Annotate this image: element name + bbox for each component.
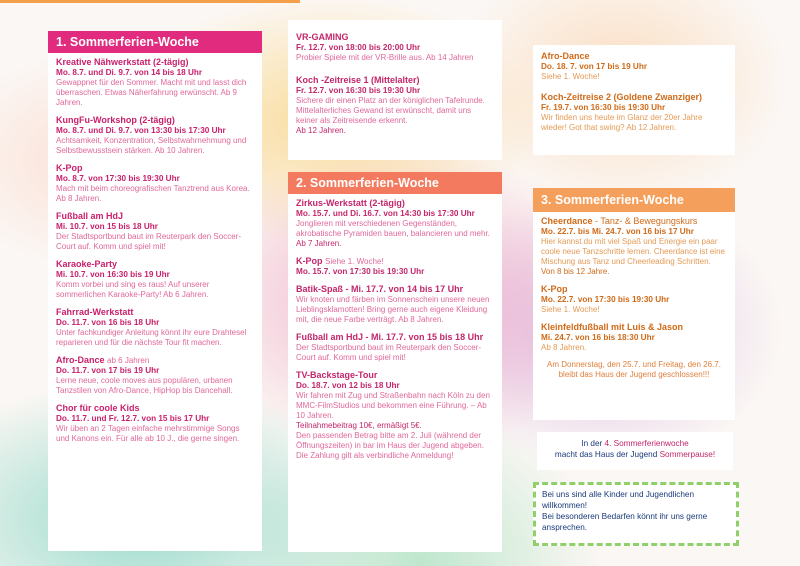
event-title-line [296, 256, 494, 267]
event-desc: Gewappnet für den Sommer. Macht mit und lasst dich überraschen. Etwas Näherfahrung erwünscht. Ab 9 Jahren. [56, 78, 247, 107]
event-date: Do. 18. 7. von 17 bis 19 Uhr [541, 62, 648, 71]
closing-notice: Am Donnerstag, den 25.7. und Freitag, den 26.7. bleibt das Haus der Jugend geschlossen!!! [547, 360, 721, 379]
week3-column [533, 188, 735, 420]
event-naehwerkstatt [56, 57, 254, 108]
event-title: KungFu-Workshop (2-tägig) [56, 115, 175, 125]
event-title-line [541, 216, 727, 227]
event-kpop-week3 [541, 284, 727, 315]
event-title-line [296, 332, 494, 343]
event-desc: Siehe 1. Woche! [541, 305, 600, 314]
event-afrodance-week2 [541, 51, 727, 82]
event-kungfu [56, 115, 254, 156]
event-desc: Komm vorbei und sing es raus! Auf unserer sommerlichen Karaoke-Party! Ab 6 Jahren. [56, 280, 210, 299]
event-date: Mi. 24.7. von 16 bis 18:30 Uhr [541, 333, 655, 342]
event-desc: Wir finden uns heute im Glanz der 20er Jahre wieder! Got that swing? Ab 12 Jahren. [541, 113, 703, 132]
event-title-suffix: ab 6 Jahren [107, 356, 150, 365]
event-date: Mo. 8.7. von 17:30 bis 19:30 Uhr [56, 174, 180, 183]
event-note: Ab 7 Jahren. [296, 239, 342, 248]
event-title: Afro-Dance [541, 51, 590, 61]
event-karaoke [56, 259, 254, 300]
event-date: Mo. 15.7. von 17:30 bis 19:30 Uhr [296, 267, 425, 276]
event-desc: Lerne neue, coole moves aus populären, urbanen Tanzstilen von Afro-Dance, HipHop bis Dancehall. [56, 376, 233, 395]
event-title: Cheerdance [541, 216, 593, 226]
event-note: Ab 12 Jahren. [296, 126, 346, 135]
week1-header: 1. Sommerferien-Woche [48, 31, 262, 53]
event-desc: Wir üben an 2 Tagen einfache mehrstimmige Songs und Kanons ein. Für alle ab 10 J., die gerne singen. [56, 424, 240, 443]
event-date: Do. 11.7. von 17 bis 19 Uhr [56, 366, 160, 375]
event-date: Mo. 8.7. und Di. 9.7. von 14 bis 18 Uhr [56, 68, 203, 77]
event-desc: Der Stadtsportbund baut im Reuterpark den Soccer-Court auf. Komm und spiel mit! [56, 232, 241, 251]
event-date: Mo. 15.7. und Di. 16.7. von 14:30 bis 17:30 Uhr [296, 209, 475, 218]
week3-header: 3. Sommerferien-Woche [533, 188, 735, 212]
welcome-box [533, 482, 739, 546]
event-title: Afro-Dance [56, 355, 105, 365]
week4-mid: macht das Haus der Jugend [554, 450, 658, 459]
event-title: Karaoke-Party [56, 259, 118, 269]
event-title: K-Pop [56, 163, 83, 173]
event-title: Fußball am HdJ [56, 211, 124, 221]
event-fussball-week2 [296, 332, 494, 363]
event-title-suffix: - Mi. 17.7. von 14 bis 17 Uhr [345, 284, 464, 294]
event-title-line [296, 284, 494, 295]
event-date: Mo. 8.7. und Di. 9.7. von 13:30 bis 17:30 Uhr [56, 126, 226, 135]
event-title: Batik-Spaß [296, 284, 344, 294]
event-desc: Jonglieren mit verschiedenen Gegenständen, akrobatische Pyramiden bauen, balancieren und mehr. [296, 219, 490, 238]
event-date: Mi. 10.7. von 16:30 bis 19 Uhr [56, 270, 170, 279]
event-date: Fr. 12.7. von 18:00 bis 20:00 Uhr [296, 43, 421, 52]
week2-header: 2. Sommerferien-Woche [288, 172, 502, 194]
event-title: Chor für coole Kids [56, 403, 140, 413]
event-desc: Unter fachkundiger Anleitung könnt ihr eure Drahtesel reparieren und für die nächste Tour fit machen. [56, 328, 247, 347]
event-title-suffix: - Mi. 17.7. von 15 bis 18 Uhr [365, 332, 484, 342]
event-title: Kreative Nähwerkstatt (2-tägig) [56, 57, 189, 67]
event-desc: Wir knoten und färben im Sonnenschein unsere neuen Lieblingsklamotten! Bring gerne auch eigene Kleidung mit, die neue Farbe verträgt. Ab 8 Jahren. [296, 295, 490, 324]
event-title: Fußball am HdJ [296, 332, 364, 342]
event-title: K-Pop [541, 284, 568, 294]
event-zirkus [296, 198, 494, 249]
event-desc: Hier kannst du mit viel Spaß und Energie ein paar coole neue Tanzschritte lernen. Cheerdance ist eine Mischung aus Tanz und Cheerleading Schritten. [541, 237, 725, 266]
event-desc: Der Stadtsportbund baut im Reuterpark den Soccer-Court auf. Komm und spiel mit! [296, 343, 481, 362]
top-accent-strip [0, 0, 300, 3]
col2-top-panel [288, 20, 502, 160]
col2-top-events [288, 20, 502, 136]
event-kleinfeldfussball [541, 322, 727, 353]
event-title: K-Pop [296, 256, 323, 266]
event-kpop-week2 [296, 256, 494, 277]
week1-events [48, 53, 262, 444]
week2-events [288, 194, 502, 461]
event-date: Do. 11.7. von 16 bis 18 Uhr [56, 318, 160, 327]
event-afrodance [56, 355, 254, 396]
event-title: Koch -Zeitreise 1 (Mittelalter) [296, 75, 420, 85]
event-desc: Sichere dir einen Platz an der königlichen Tafelrunde. Mittelalterliches Gewand ist erwünscht, damit uns keiner als Zeitreisende erkennt. [296, 96, 485, 125]
event-title: Fahrrad-Werkstatt [56, 307, 134, 317]
week4-notice-box [537, 432, 733, 470]
event-title: Koch-Zeitreise 2 (Goldene Zwanziger) [541, 92, 703, 102]
event-desc: Achtsamkeit, Konzentration, Selbstwahrnehmung und Selbstbewusstsein stärken. Ab 10 Jahren. [56, 136, 247, 155]
event-title-line [56, 355, 254, 366]
event-kochzeitreise1 [296, 75, 494, 136]
event-fee: Teilnahmebeitrag 10€, ermäßigt 5€. [296, 421, 422, 430]
event-title: TV-Backstage-Tour [296, 370, 378, 380]
week2-column [288, 172, 502, 552]
event-desc: Probier Spiele mit der VR-Brille aus. Ab 14 Jahren [296, 53, 474, 62]
welcome-line2: Bei besonderen Bedarfen könnt ihr uns gerne ansprechen. [542, 512, 708, 532]
event-note: Von 8 bis 12 Jahre. [541, 267, 610, 276]
event-date: Mo. 22.7. bis Mi. 24.7. von 16 bis 17 Uhr [541, 227, 694, 236]
week3-events [533, 212, 735, 380]
event-date: Mo. 22.7. von 17:30 bis 19:30 Uhr [541, 295, 670, 304]
col3-top-events [533, 45, 735, 133]
event-fahrrad [56, 307, 254, 348]
week4-pre: In der [581, 439, 603, 448]
col3-top-panel [533, 45, 735, 155]
event-cheerdance [541, 216, 727, 277]
event-desc: Wir fahren mit Zug und Straßenbahn nach Köln zu den MMC-FilmStudios und bekommen eine Führung. – Ab 10 Jahren. [296, 391, 490, 420]
event-date: Mi. 10.7. von 15 bis 18 Uhr [56, 222, 158, 231]
event-tvbackstage [296, 370, 494, 461]
event-vrgaming [296, 32, 494, 63]
event-chor [56, 403, 254, 444]
event-date: Do. 11.7. und Fr. 12.7. von 15 bis 17 Uhr [56, 414, 210, 423]
welcome-line1: Bei uns sind alle Kinder und Jugendlichen willkommen! [542, 490, 695, 510]
event-fussball [56, 211, 254, 252]
event-date: Do. 18.7. von 12 bis 18 Uhr [296, 381, 400, 390]
event-title: Zirkus-Werkstatt (2-tägig) [296, 198, 405, 208]
event-batik [296, 284, 494, 325]
event-title-suffix: Siehe 1. Woche! [325, 257, 384, 266]
event-date: Fr. 12.7. von 16:30 bis 19:30 Uhr [296, 86, 421, 95]
week1-column [48, 31, 262, 551]
event-desc: Mach mit beim choreografischen Tanztrend aus Korea. Ab 8 Jahren. [56, 184, 250, 203]
event-kochzeitreise2 [541, 92, 727, 133]
event-desc2: Den passenden Betrag bitte am 2. Juli (während der Öffnungszeiten) in bar im Haus der Jugend abgeben. Die Zahlung gilt als verbindliche Anmeldung! [296, 431, 484, 460]
event-desc: Siehe 1. Woche! [541, 72, 600, 81]
week4-sommerpause: Sommerpause! [659, 450, 716, 459]
event-title: Kleinfeldfußball mit Luis & Jason [541, 322, 684, 332]
week4-highlight: 4. Sommerferienwoche [604, 439, 689, 448]
event-desc: Ab 8 Jahren. [541, 343, 587, 352]
event-title-suffix: - Tanz- & Bewegungskurs [595, 216, 698, 226]
event-title: VR-GAMING [296, 32, 349, 42]
event-date: Fr. 19.7. von 16:30 bis 19:30 Uhr [541, 103, 666, 112]
event-kpop [56, 163, 254, 204]
